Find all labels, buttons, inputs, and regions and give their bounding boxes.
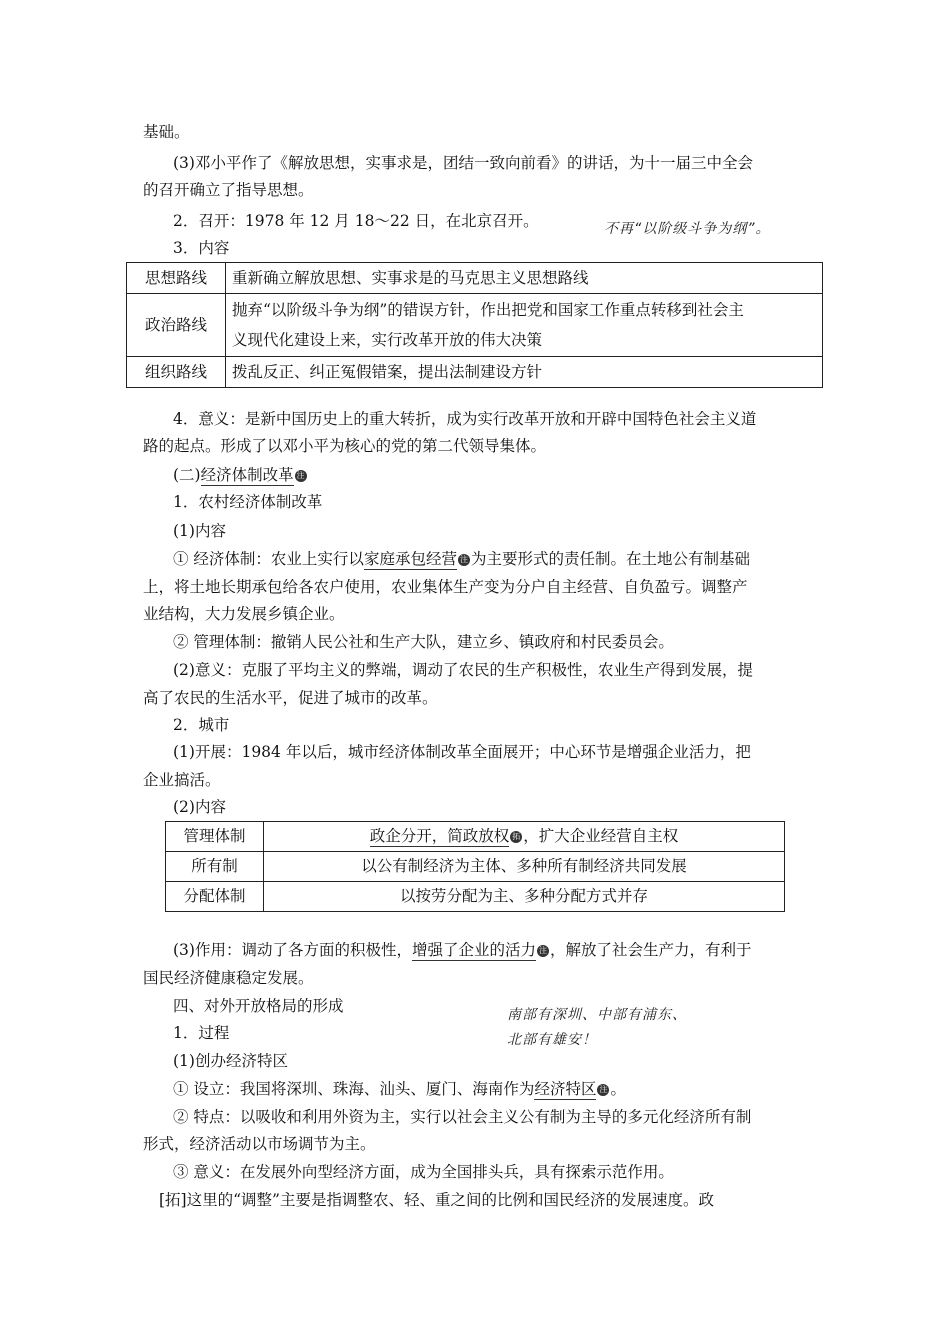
text-line: 3．内容 [173,239,230,257]
table-value [226,294,823,357]
handwritten-note: 南部有深圳、中部有浦东、 [507,1007,687,1023]
table-value: 以公有制经济为主体、多种所有制经济共同发展 [264,852,785,882]
text-line: [拓]这里的“调整”主要是指调整农、轻、重之间的比例和国民经济的发展速度。政 [159,1191,714,1209]
text-line: ② 特点：以吸收和利用外资为主，实行以社会主义公有制为主导的多元化经济所有制 [173,1108,752,1126]
handwritten-note: 北部有雄安！ [507,1032,597,1048]
table-row [127,294,823,357]
underlined-term: 政企分开，简政放权 [369,827,510,845]
text-span: 。 [610,1080,626,1098]
text-line: (1)内容 [173,522,226,540]
underlined-term: 家庭承包经营 [363,550,457,568]
table-row [166,822,785,852]
table-key: 组织路线 [127,357,226,388]
text-line: (2)意义：克服了平均主义的弊端，调动了农民的生产积极性，农业生产得到发展，提 [173,661,753,679]
text-span: ① 设立：我国将深圳、珠海、汕头、厦门、海南作为 [173,1080,535,1098]
text-line: ② 管理体制：撤销人民公社和生产大队，建立乡、镇政府和村民委员会。 [173,633,674,651]
text-line: (2)内容 [173,798,226,816]
text-line: 业结构，大力发展乡镇企业。 [143,605,345,623]
text-span: (3)作用：调动了各方面的积极性， [173,941,412,959]
underlined-term: 经济特区 [534,1080,597,1098]
table-key: 政治路线 [127,294,226,357]
text-line: 形式，经济活动以市场调节为主。 [143,1135,376,1153]
table-value-line: 抛弃“以阶级斗争为纲”的错误方针，作出把党和国家工作重点转移到社会主 [232,301,744,319]
text-line: 1．农村经济体制改革 [173,493,323,511]
text-line: 2．城市 [173,716,230,734]
text-span: 为主要形式的责任制。在土地公有制基础 [470,550,750,568]
text-line: (1)开展：1984 年以后，城市经济体制改革全面展开；中心环节是增强企业活力，把 [173,743,751,761]
section-heading [173,465,308,485]
table-key: 思想路线 [127,263,226,294]
underlined-term: 增强了企业的活力 [411,941,536,959]
text-line [173,549,750,569]
urban-reform-table [165,821,785,912]
note-badge-icon: 注 [599,1085,608,1094]
table-row [127,263,823,294]
note-badge-icon: 注 [296,471,305,480]
table-row [166,852,785,882]
text-line [173,1079,626,1099]
table-key: 所有制 [166,852,264,882]
text-line: 2．召开：1978 年 12 月 18～22 日，在北京召开。 [173,212,539,230]
text-line: 企业搞活。 [143,771,221,789]
table-key: 分配体制 [166,882,264,912]
expand-badge-icon: 拓 [512,832,521,841]
text-line: 高了农民的生活水平，促进了城市的改革。 [143,689,438,707]
section-heading: 四、对外开放格局的形成 [173,997,344,1015]
table-value: 以按劳分配为主、多种分配方式并存 [264,882,785,912]
table-row [127,357,823,388]
text-line: 国民经济健康稳定发展。 [143,969,314,987]
text-span: (二) [173,466,201,484]
text-line: (3)邓小平作了《解放思想，实事求是，团结一致向前看》的讲话，为十一届三中全会 [173,154,753,172]
text-span: ① 经济体制：农业上实行以 [173,550,364,568]
text-line: ③ 意义：在发展外向型经济方面，成为全国排头兵，具有探索示范作用。 [173,1163,674,1181]
text-span: ，解放了社会生产力，有利于 [549,941,752,959]
text-line [173,940,752,960]
text-line: 1．过程 [173,1024,230,1042]
text-line: 上，将土地长期承包给各农户使用，农业集体生产变为分户自主经营、自负盈亏。调整产 [143,578,748,596]
note-badge-icon: 注 [459,555,468,564]
text-line: 4．意义：是新中国历史上的重大转折，成为实行改革开放和开辟中国特色社会主义道 [173,410,757,428]
text-line: 的召开确立了指导思想。 [143,181,314,199]
text-line: 基础。 [143,123,190,141]
route-table [126,262,823,388]
table-value-line: 义现代化建设上来，实行改革开放的伟大决策 [232,331,543,349]
note-badge-icon: 注 [538,946,547,955]
table-value: 重新确立解放思想、实事求是的马克思主义思想路线 [226,263,823,294]
table-row [166,882,785,912]
handwritten-note: 不再“以阶级斗争为纲”。 [604,221,771,237]
table-key: 管理体制 [166,822,264,852]
table-value [264,822,785,852]
underlined-term: 经济体制改革 [200,466,294,484]
text-span: ，扩大企业经营自主权 [523,827,679,845]
table-value: 拨乱反正、纠正冤假错案，提出法制建设方针 [226,357,823,388]
text-line: 路的起点。形成了以邓小平为核心的党的第二代领导集体。 [143,437,547,455]
text-line: (1)创办经济特区 [173,1052,288,1070]
